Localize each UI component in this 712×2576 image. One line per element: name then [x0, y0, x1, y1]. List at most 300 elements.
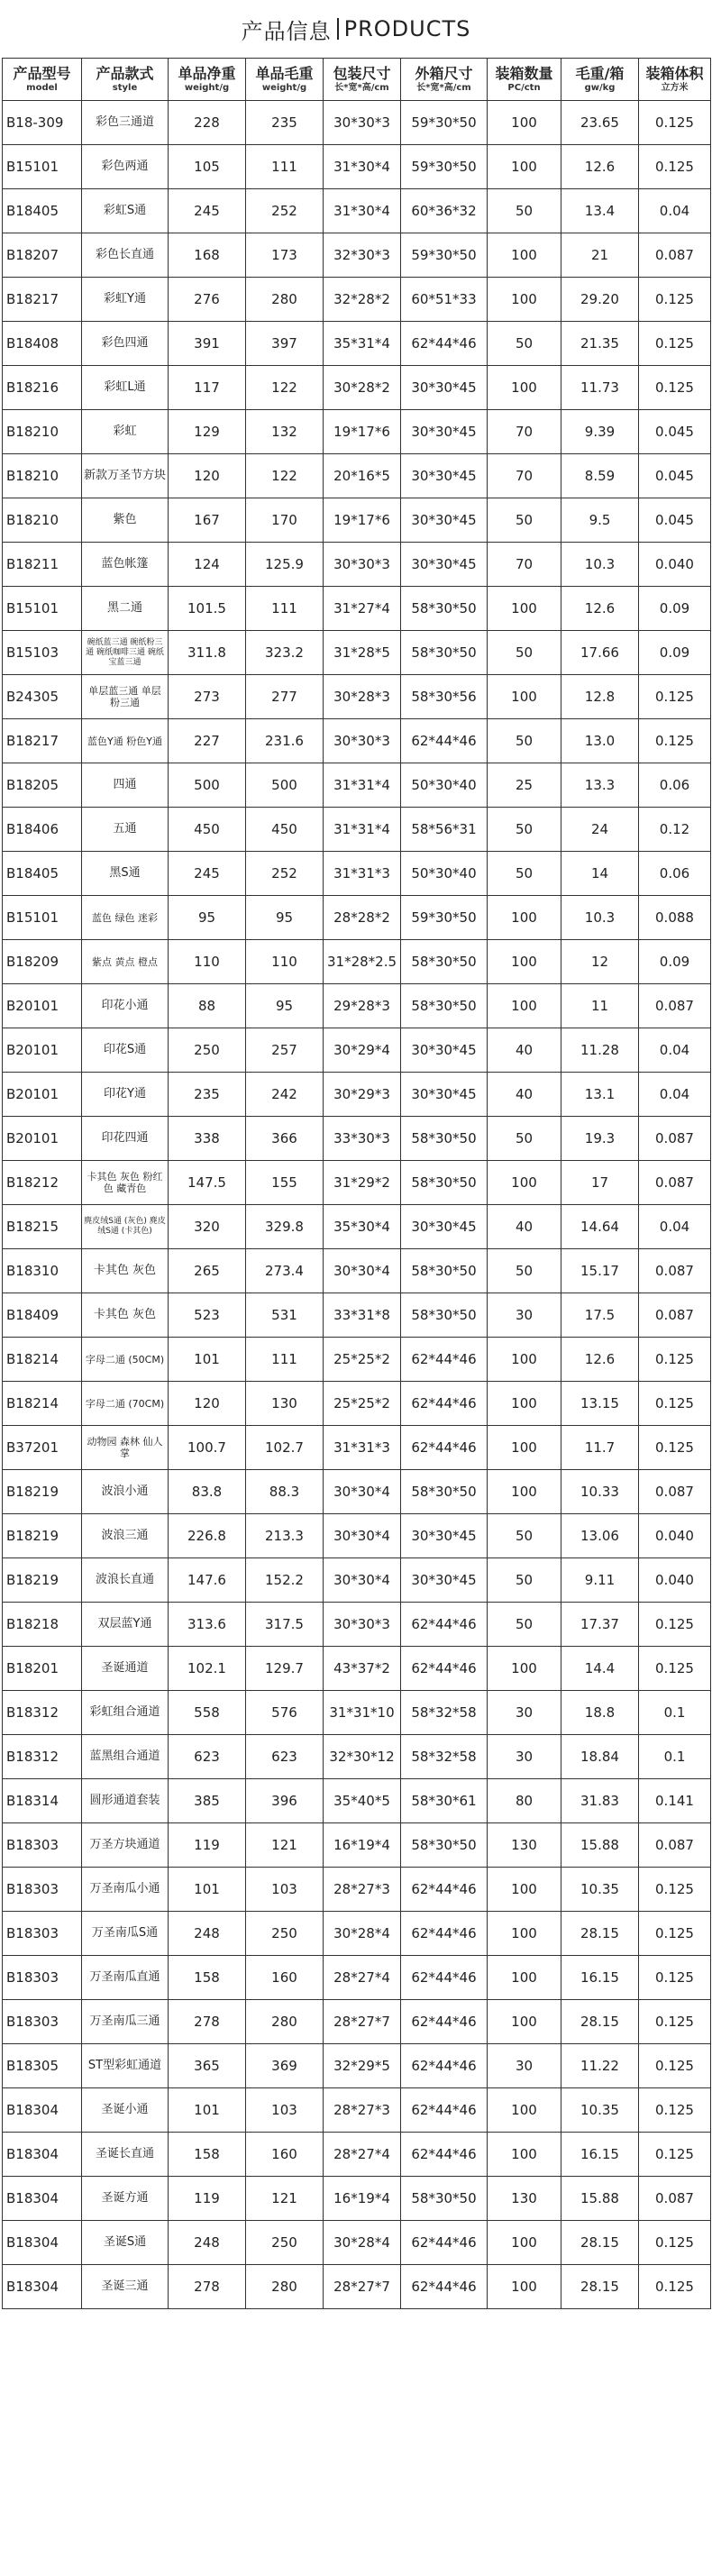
- cell-pcs-per-carton: 100: [488, 2088, 561, 2133]
- cell-carton-gross-weight: 21.35: [561, 322, 639, 366]
- cell-pcs-per-carton: 100: [488, 1912, 561, 1956]
- cell-carton-volume: 0.141: [639, 1779, 711, 1823]
- cell-net-weight: 227: [169, 719, 246, 763]
- cell-pcs-per-carton: 100: [488, 233, 561, 278]
- cell-style: 四通: [82, 763, 169, 808]
- cell-carton-gross-weight: 15.17: [561, 1249, 639, 1293]
- cell-carton-size: 50*30*40: [401, 852, 488, 896]
- header-net-weight: 单品净重 weight/g: [169, 59, 246, 101]
- table-row: [3, 101, 711, 145]
- cell-net-weight: 105: [169, 145, 246, 189]
- cell-model: B15101: [3, 145, 82, 189]
- cell-carton-size: 58*30*50: [401, 587, 488, 631]
- cell-net-weight: 273: [169, 675, 246, 719]
- cell-model: B18312: [3, 1691, 82, 1735]
- cell-carton-size: 58*30*50: [401, 984, 488, 1028]
- cell-carton-size: 58*30*50: [401, 631, 488, 675]
- cell-gross-weight: 152.2: [246, 1558, 324, 1603]
- table-row: [3, 2044, 711, 2088]
- cell-carton-volume: 0.09: [639, 631, 711, 675]
- cell-net-weight: 278: [169, 2265, 246, 2309]
- cell-net-weight: 101.5: [169, 587, 246, 631]
- cell-carton-gross-weight: 9.11: [561, 1558, 639, 1603]
- cell-style: 圣诞通道: [82, 1647, 169, 1691]
- cell-carton-volume: 0.087: [639, 984, 711, 1028]
- cell-carton-size: 62*44*46: [401, 2044, 488, 2088]
- cell-pcs-per-carton: 50: [488, 1249, 561, 1293]
- table-row: [3, 1558, 711, 1603]
- cell-gross-weight: 273.4: [246, 1249, 324, 1293]
- cell-package-size: 29*28*3: [324, 984, 401, 1028]
- cell-style: 彩色三通道: [82, 101, 169, 145]
- cell-carton-gross-weight: 18.84: [561, 1735, 639, 1779]
- cell-pcs-per-carton: 40: [488, 1073, 561, 1117]
- cell-net-weight: 88: [169, 984, 246, 1028]
- cell-carton-gross-weight: 9.5: [561, 498, 639, 543]
- cell-style: ST型彩虹通道: [82, 2044, 169, 2088]
- cell-carton-volume: 0.087: [639, 1823, 711, 1868]
- cell-style: 紫点 黄点 橙点: [82, 940, 169, 984]
- cell-model: B18405: [3, 189, 82, 233]
- table-row: [3, 410, 711, 454]
- cell-pcs-per-carton: 100: [488, 1161, 561, 1205]
- cell-gross-weight: 317.5: [246, 1603, 324, 1647]
- cell-package-size: 30*30*3: [324, 543, 401, 587]
- cell-package-size: 28*27*7: [324, 2000, 401, 2044]
- cell-net-weight: 278: [169, 2000, 246, 2044]
- cell-gross-weight: 397: [246, 322, 324, 366]
- table-row: [3, 1161, 711, 1205]
- cell-package-size: 28*28*2: [324, 896, 401, 940]
- cell-carton-gross-weight: 8.59: [561, 454, 639, 498]
- cell-package-size: 31*28*5: [324, 631, 401, 675]
- cell-model: B18218: [3, 1603, 82, 1647]
- header-carton-volume: 装箱体积 立方米: [639, 59, 711, 101]
- cell-carton-gross-weight: 13.4: [561, 189, 639, 233]
- header-carton-gross-weight: 毛重/箱 gw/kg: [561, 59, 639, 101]
- table-row: [3, 366, 711, 410]
- cell-style: 卡其色 灰色 粉红色 藏青色: [82, 1161, 169, 1205]
- cell-carton-gross-weight: 13.15: [561, 1382, 639, 1426]
- table-row: [3, 719, 711, 763]
- cell-carton-gross-weight: 28.15: [561, 2221, 639, 2265]
- cell-gross-weight: 576: [246, 1691, 324, 1735]
- cell-carton-volume: 0.045: [639, 410, 711, 454]
- table-row: [3, 1338, 711, 1382]
- cell-carton-size: 30*30*45: [401, 498, 488, 543]
- cell-model: B18314: [3, 1779, 82, 1823]
- cell-carton-volume: 0.125: [639, 1868, 711, 1912]
- cell-package-size: 31*31*10: [324, 1691, 401, 1735]
- cell-pcs-per-carton: 100: [488, 587, 561, 631]
- table-row: [3, 278, 711, 322]
- cell-net-weight: 265: [169, 1249, 246, 1293]
- cell-pcs-per-carton: 100: [488, 1956, 561, 2000]
- cell-carton-size: 58*30*50: [401, 1470, 488, 1514]
- table-row: [3, 1073, 711, 1117]
- cell-pcs-per-carton: 100: [488, 1470, 561, 1514]
- cell-model: B18304: [3, 2177, 82, 2221]
- cell-pcs-per-carton: 80: [488, 1779, 561, 1823]
- cell-package-size: 30*28*3: [324, 675, 401, 719]
- cell-pcs-per-carton: 100: [488, 675, 561, 719]
- table-row: [3, 1426, 711, 1470]
- cell-carton-gross-weight: 21: [561, 233, 639, 278]
- cell-gross-weight: 500: [246, 763, 324, 808]
- cell-carton-gross-weight: 16.15: [561, 2133, 639, 2177]
- cell-package-size: 30*30*4: [324, 1470, 401, 1514]
- cell-model: B18304: [3, 2088, 82, 2133]
- cell-net-weight: 167: [169, 498, 246, 543]
- cell-carton-gross-weight: 13.3: [561, 763, 639, 808]
- cell-net-weight: 245: [169, 852, 246, 896]
- cell-model: B18312: [3, 1735, 82, 1779]
- cell-carton-size: 30*30*45: [401, 1205, 488, 1249]
- cell-pcs-per-carton: 130: [488, 1823, 561, 1868]
- cell-style: 蓝黑组合通道: [82, 1735, 169, 1779]
- cell-net-weight: 110: [169, 940, 246, 984]
- table-row: [3, 1382, 711, 1426]
- cell-model: B18210: [3, 454, 82, 498]
- cell-net-weight: 276: [169, 278, 246, 322]
- cell-style: 万圣方块通道: [82, 1823, 169, 1868]
- table-row: [3, 1735, 711, 1779]
- table-row: [3, 1603, 711, 1647]
- cell-carton-gross-weight: 31.83: [561, 1779, 639, 1823]
- cell-carton-volume: 0.09: [639, 587, 711, 631]
- cell-net-weight: 119: [169, 1823, 246, 1868]
- cell-model: B18-309: [3, 101, 82, 145]
- cell-carton-volume: 0.125: [639, 675, 711, 719]
- cell-carton-volume: 0.125: [639, 2000, 711, 2044]
- cell-pcs-per-carton: 30: [488, 1293, 561, 1338]
- cell-net-weight: 338: [169, 1117, 246, 1161]
- cell-net-weight: 365: [169, 2044, 246, 2088]
- cell-gross-weight: 121: [246, 2177, 324, 2221]
- cell-package-size: 33*30*3: [324, 1117, 401, 1161]
- cell-gross-weight: 110: [246, 940, 324, 984]
- table-row: [3, 2088, 711, 2133]
- cell-carton-volume: 0.1: [639, 1691, 711, 1735]
- cell-net-weight: 101: [169, 2088, 246, 2133]
- cell-package-size: 25*25*2: [324, 1382, 401, 1426]
- cell-pcs-per-carton: 100: [488, 1868, 561, 1912]
- cell-carton-gross-weight: 10.3: [561, 543, 639, 587]
- cell-package-size: 30*30*4: [324, 1514, 401, 1558]
- cell-gross-weight: 95: [246, 984, 324, 1028]
- cell-carton-gross-weight: 12.6: [561, 587, 639, 631]
- cell-style: 圣诞三通: [82, 2265, 169, 2309]
- cell-package-size: 25*25*2: [324, 1338, 401, 1382]
- table-row: [3, 852, 711, 896]
- table-row: [3, 675, 711, 719]
- cell-carton-gross-weight: 18.8: [561, 1691, 639, 1735]
- cell-package-size: 30*29*4: [324, 1028, 401, 1073]
- cell-model: B18215: [3, 1205, 82, 1249]
- cell-pcs-per-carton: 100: [488, 896, 561, 940]
- cell-carton-volume: 0.125: [639, 366, 711, 410]
- cell-package-size: 31*31*3: [324, 852, 401, 896]
- cell-carton-size: 62*44*46: [401, 719, 488, 763]
- cell-package-size: 35*31*4: [324, 322, 401, 366]
- cell-model: B18304: [3, 2265, 82, 2309]
- cell-package-size: 31*31*4: [324, 763, 401, 808]
- cell-package-size: 30*30*3: [324, 101, 401, 145]
- cell-net-weight: 101: [169, 1868, 246, 1912]
- cell-carton-gross-weight: 13.0: [561, 719, 639, 763]
- cell-net-weight: 320: [169, 1205, 246, 1249]
- cell-pcs-per-carton: 100: [488, 1647, 561, 1691]
- cell-carton-gross-weight: 17.5: [561, 1293, 639, 1338]
- cell-pcs-per-carton: 100: [488, 984, 561, 1028]
- cell-model: B18303: [3, 1956, 82, 2000]
- cell-carton-size: 58*30*50: [401, 1293, 488, 1338]
- cell-carton-volume: 0.125: [639, 2221, 711, 2265]
- cell-carton-gross-weight: 14.4: [561, 1647, 639, 1691]
- cell-pcs-per-carton: 100: [488, 1338, 561, 1382]
- cell-style: 彩虹S通: [82, 189, 169, 233]
- cell-package-size: 35*30*4: [324, 1205, 401, 1249]
- cell-style: 卡其色 灰色: [82, 1249, 169, 1293]
- cell-package-size: 32*29*5: [324, 2044, 401, 2088]
- cell-package-size: 20*16*5: [324, 454, 401, 498]
- cell-gross-weight: 257: [246, 1028, 324, 1073]
- table-row: [3, 1514, 711, 1558]
- cell-model: B18217: [3, 278, 82, 322]
- cell-gross-weight: 111: [246, 1338, 324, 1382]
- cell-pcs-per-carton: 40: [488, 1205, 561, 1249]
- cell-model: B18212: [3, 1161, 82, 1205]
- table-row: [3, 631, 711, 675]
- cell-model: B18406: [3, 808, 82, 852]
- cell-carton-volume: 0.045: [639, 498, 711, 543]
- header-pcs-per-carton: 装箱数量 PC/ctn: [488, 59, 561, 101]
- cell-model: B18207: [3, 233, 82, 278]
- cell-style: 彩色长直通: [82, 233, 169, 278]
- cell-carton-volume: 0.1: [639, 1735, 711, 1779]
- cell-style: 彩虹组合通道: [82, 1691, 169, 1735]
- cell-carton-gross-weight: 10.35: [561, 2088, 639, 2133]
- header-model: 产品型号 model: [3, 59, 82, 101]
- cell-net-weight: 450: [169, 808, 246, 852]
- cell-pcs-per-carton: 50: [488, 1603, 561, 1647]
- cell-carton-volume: 0.12: [639, 808, 711, 852]
- cell-carton-volume: 0.04: [639, 189, 711, 233]
- cell-package-size: 31*31*3: [324, 1426, 401, 1470]
- cell-carton-gross-weight: 11: [561, 984, 639, 1028]
- cell-style: 彩色四通: [82, 322, 169, 366]
- table-row: [3, 940, 711, 984]
- cell-model: B18210: [3, 410, 82, 454]
- cell-style: 印花S通: [82, 1028, 169, 1073]
- cell-net-weight: 147.5: [169, 1161, 246, 1205]
- cell-gross-weight: 95: [246, 896, 324, 940]
- cell-net-weight: 250: [169, 1028, 246, 1073]
- cell-carton-gross-weight: 28.15: [561, 2265, 639, 2309]
- cell-net-weight: 102.1: [169, 1647, 246, 1691]
- cell-package-size: 19*17*6: [324, 498, 401, 543]
- cell-carton-gross-weight: 11.7: [561, 1426, 639, 1470]
- cell-carton-size: 62*44*46: [401, 2221, 488, 2265]
- cell-style: 彩虹: [82, 410, 169, 454]
- cell-gross-weight: 103: [246, 1868, 324, 1912]
- table-row: [3, 808, 711, 852]
- cell-model: B18214: [3, 1338, 82, 1382]
- header-carton-size: 外箱尺寸 长*宽*高/cm: [401, 59, 488, 101]
- cell-model: B24305: [3, 675, 82, 719]
- cell-carton-size: 60*36*32: [401, 189, 488, 233]
- table-row: [3, 233, 711, 278]
- cell-net-weight: 311.8: [169, 631, 246, 675]
- cell-carton-gross-weight: 13.06: [561, 1514, 639, 1558]
- cell-style: 彩虹L通: [82, 366, 169, 410]
- cell-carton-size: 59*30*50: [401, 101, 488, 145]
- cell-gross-weight: 213.3: [246, 1514, 324, 1558]
- cell-carton-size: 62*44*46: [401, 322, 488, 366]
- cell-model: B20101: [3, 1073, 82, 1117]
- cell-style: 黑S通: [82, 852, 169, 896]
- cell-carton-volume: 0.125: [639, 278, 711, 322]
- cell-pcs-per-carton: 70: [488, 410, 561, 454]
- cell-carton-gross-weight: 15.88: [561, 1823, 639, 1868]
- cell-carton-gross-weight: 23.65: [561, 101, 639, 145]
- cell-carton-volume: 0.125: [639, 1912, 711, 1956]
- table-row: [3, 1823, 711, 1868]
- cell-pcs-per-carton: 50: [488, 1514, 561, 1558]
- cell-model: B18214: [3, 1382, 82, 1426]
- cell-gross-weight: 125.9: [246, 543, 324, 587]
- cell-carton-gross-weight: 24: [561, 808, 639, 852]
- cell-gross-weight: 129.7: [246, 1647, 324, 1691]
- cell-package-size: 19*17*6: [324, 410, 401, 454]
- cell-carton-gross-weight: 14.64: [561, 1205, 639, 1249]
- cell-carton-volume: 0.06: [639, 763, 711, 808]
- cell-carton-gross-weight: 15.88: [561, 2177, 639, 2221]
- cell-carton-size: 30*30*45: [401, 366, 488, 410]
- cell-carton-volume: 0.04: [639, 1073, 711, 1117]
- cell-style: 万圣南瓜S通: [82, 1912, 169, 1956]
- cell-model: B18305: [3, 2044, 82, 2088]
- cell-pcs-per-carton: 100: [488, 145, 561, 189]
- product-table: [2, 58, 711, 2309]
- cell-carton-size: 30*30*45: [401, 1073, 488, 1117]
- cell-model: B18201: [3, 1647, 82, 1691]
- cell-package-size: 31*30*4: [324, 189, 401, 233]
- cell-gross-weight: 366: [246, 1117, 324, 1161]
- cell-carton-gross-weight: 17.37: [561, 1603, 639, 1647]
- cell-carton-gross-weight: 9.39: [561, 410, 639, 454]
- header-package-size: 包装尺寸 长*宽*高/cm: [324, 59, 401, 101]
- cell-pcs-per-carton: 100: [488, 101, 561, 145]
- cell-model: B18219: [3, 1470, 82, 1514]
- cell-gross-weight: 160: [246, 2133, 324, 2177]
- cell-model: B15103: [3, 631, 82, 675]
- table-row: [3, 322, 711, 366]
- table-row: [3, 2000, 711, 2044]
- cell-pcs-per-carton: 100: [488, 2133, 561, 2177]
- cell-carton-size: 62*44*46: [401, 1647, 488, 1691]
- cell-carton-size: 62*44*46: [401, 1956, 488, 2000]
- cell-carton-gross-weight: 12: [561, 940, 639, 984]
- title-en: PRODUCTS: [343, 16, 471, 41]
- cell-carton-gross-weight: 17: [561, 1161, 639, 1205]
- cell-carton-size: 30*30*45: [401, 454, 488, 498]
- cell-carton-volume: 0.088: [639, 896, 711, 940]
- cell-net-weight: 558: [169, 1691, 246, 1735]
- cell-package-size: 31*31*4: [324, 808, 401, 852]
- cell-style: 字母二通 (70CM): [82, 1382, 169, 1426]
- cell-gross-weight: 250: [246, 2221, 324, 2265]
- cell-model: B18304: [3, 2221, 82, 2265]
- cell-pcs-per-carton: 50: [488, 808, 561, 852]
- cell-net-weight: 245: [169, 189, 246, 233]
- cell-carton-volume: 0.125: [639, 1338, 711, 1382]
- cell-carton-size: 30*30*45: [401, 1558, 488, 1603]
- cell-net-weight: 391: [169, 322, 246, 366]
- cell-pcs-per-carton: 100: [488, 1426, 561, 1470]
- cell-gross-weight: 242: [246, 1073, 324, 1117]
- cell-gross-weight: 170: [246, 498, 324, 543]
- cell-net-weight: 226.8: [169, 1514, 246, 1558]
- cell-gross-weight: 122: [246, 454, 324, 498]
- cell-carton-size: 62*44*46: [401, 2265, 488, 2309]
- cell-pcs-per-carton: 50: [488, 631, 561, 675]
- cell-style: 印花四通: [82, 1117, 169, 1161]
- cell-carton-size: 58*30*56: [401, 675, 488, 719]
- cell-carton-volume: 0.09: [639, 940, 711, 984]
- cell-pcs-per-carton: 130: [488, 2177, 561, 2221]
- cell-pcs-per-carton: 50: [488, 189, 561, 233]
- cell-gross-weight: 396: [246, 1779, 324, 1823]
- cell-style: 波浪三通: [82, 1514, 169, 1558]
- cell-style: 彩色两通: [82, 145, 169, 189]
- cell-carton-volume: 0.125: [639, 1603, 711, 1647]
- cell-carton-size: 59*30*50: [401, 896, 488, 940]
- cell-net-weight: 117: [169, 366, 246, 410]
- cell-package-size: 33*31*8: [324, 1293, 401, 1338]
- cell-model: B18219: [3, 1514, 82, 1558]
- cell-pcs-per-carton: 50: [488, 498, 561, 543]
- cell-pcs-per-carton: 70: [488, 454, 561, 498]
- cell-carton-volume: 0.040: [639, 1558, 711, 1603]
- cell-style: 蓝色 绿色 迷彩: [82, 896, 169, 940]
- cell-package-size: 30*30*3: [324, 1603, 401, 1647]
- cell-carton-gross-weight: 19.3: [561, 1117, 639, 1161]
- cell-gross-weight: 323.2: [246, 631, 324, 675]
- cell-gross-weight: 121: [246, 1823, 324, 1868]
- cell-pcs-per-carton: 100: [488, 2265, 561, 2309]
- table-row: [3, 145, 711, 189]
- cell-gross-weight: 130: [246, 1382, 324, 1426]
- cell-carton-gross-weight: 12.6: [561, 145, 639, 189]
- cell-style: 五通: [82, 808, 169, 852]
- cell-carton-size: 30*30*45: [401, 1514, 488, 1558]
- title-cn: 产品信息: [241, 18, 332, 44]
- cell-pcs-per-carton: 50: [488, 322, 561, 366]
- cell-gross-weight: 122: [246, 366, 324, 410]
- cell-carton-size: 58*30*61: [401, 1779, 488, 1823]
- header-gross-weight: 单品毛重 weight/g: [246, 59, 324, 101]
- cell-model: B18310: [3, 1249, 82, 1293]
- cell-carton-size: 50*30*40: [401, 763, 488, 808]
- cell-style: 卡其色 灰色: [82, 1293, 169, 1338]
- cell-pcs-per-carton: 40: [488, 1028, 561, 1073]
- cell-model: B37201: [3, 1426, 82, 1470]
- cell-model: B18210: [3, 498, 82, 543]
- cell-model: B15101: [3, 587, 82, 631]
- cell-style: 彩虹Y通: [82, 278, 169, 322]
- cell-carton-size: 59*30*50: [401, 145, 488, 189]
